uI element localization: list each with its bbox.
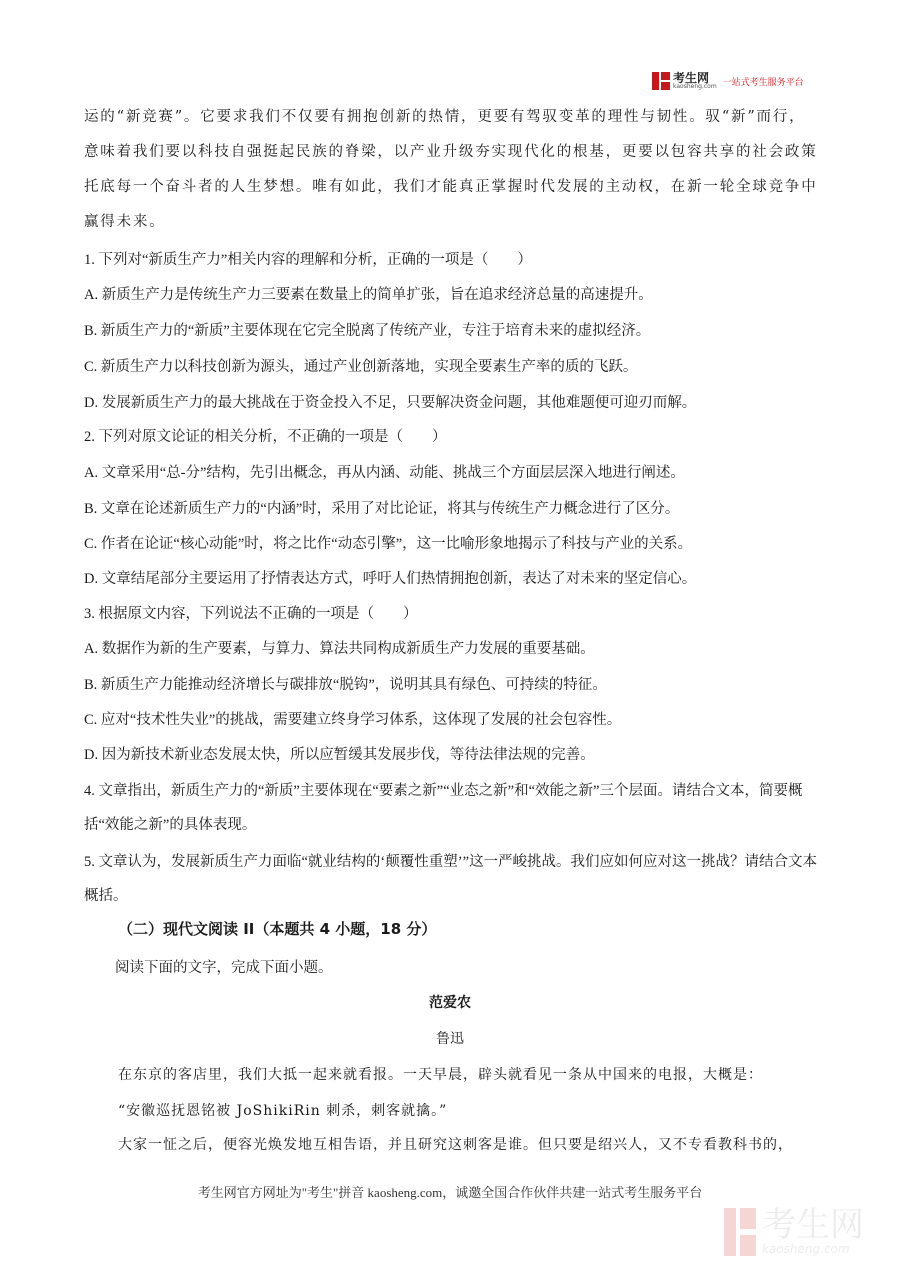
question-3-option-a: A. 数据作为新的生产要素，与算力、算法共同构成新质生产力发展的重要基础。	[84, 641, 595, 657]
story-line-1: 在东京的客店里，我们大抵一起来就看报。一天早晨，辟头就看见一条从中国来的电报，大概是：	[118, 1067, 763, 1083]
intro-paragraph: 运的“新竞赛”。它要求我们不仅要有拥抱创新的热情，更要有驾驭变革的理性与韧性。驭“新”而行，意味着我们要以科技自强挺起民族的脊梁，以产业升级夯实现代化的根基，更要以包容共享的社会政策托底每一个奋斗者的人生梦想。唯有如此，我们才能真正掌握时代发展的主动权，在新一轮全球竞争中赢得未来。	[84, 109, 818, 230]
logo-slogan: 一站式考生服务平台	[722, 77, 804, 88]
question-3-option-c: C. 应对“技术性失业”的挑战，需要建立终身学习体系，这体现了发展的社会包容性。	[84, 712, 622, 728]
question-2-stem: 2. 下列对原文论证的相关分析，不正确的一项是（ ）	[84, 429, 447, 445]
watermark-name: 考生网	[762, 1205, 864, 1245]
question-2-option-b: B. 文章在论述新质生产力的“内涵”时，采用了对比论证，将其与传统生产力概念进行了区分。	[84, 501, 680, 517]
question-1-option-b: B. 新质生产力的“新质”主要体现在它完全脱离了传统产业，专注于培育未来的虚拟经济。	[84, 323, 651, 339]
logo-name: 考生网	[673, 71, 710, 85]
logo-domain: kaosheng.com	[673, 83, 717, 90]
question-2-option-c: C. 作者在论证“核心动能”时，将之比作“动态引擎”，这一比喻形象地揭示了科技与产业的关系。	[84, 536, 693, 552]
question-3-option-b: B. 新质生产力能推动经济增长与碳排放“脱钩”，说明其具有绿色、可持续的特征。	[84, 677, 607, 693]
question-2-option-a: A. 文章采用“总-分”结构，先引出概念，再从内涵、动能、挑战三个方面层层深入地进行阐述。	[84, 465, 685, 481]
kaosheng-logo-icon	[652, 72, 670, 90]
question-1-stem: 1. 下列对“新质生产力”相关内容的理解和分析，正确的一项是（ ）	[84, 252, 532, 268]
watermark	[724, 1205, 864, 1256]
page-footer: 考生网官方网址为"考生"拼音 kaosheng.com，诚邀全国合作伙伴共建一站式考生服务平台	[197, 1185, 703, 1200]
story-title: 范爱农	[429, 995, 471, 1011]
reading-instruction: 阅读下面的文字，完成下面小题。	[115, 960, 333, 976]
question-2-option-d: D. 文章结尾部分主要运用了抒情表达方式，呼吁人们热情拥抱创新，表达了对未来的坚定信心。	[84, 571, 697, 587]
watermark-domain: kaosheng.com	[762, 1242, 850, 1256]
watermark-logo-icon	[724, 1208, 756, 1256]
story-author: 鲁迅	[436, 1031, 464, 1047]
header-logo	[652, 72, 804, 90]
story-line-2: “安徽巡抚恩铭被 JoShikiRin 刺杀，刺客就擒。”	[118, 1103, 448, 1119]
question-5: 5. 文章认为，发展新质生产力面临“就业结构的‘颠覆性重塑’”这一严峻挑战。我们应如何应对这一挑战？请结合文本概括。	[84, 854, 818, 904]
question-4: 4. 文章指出，新质生产力的“新质”主要体现在“要素之新”“业态之新”和“效能之新”三个层面。请结合文本，简要概括“效能之新”的具体表现。	[84, 783, 803, 833]
question-3-option-d: D. 因为新技术新业态发展太快，所以应暂缓其发展步伐，等待法律法规的完善。	[84, 747, 595, 763]
question-1-option-d: D. 发展新质生产力的最大挑战在于资金投入不足，只要解决资金问题，其他难题便可迎刃而解。	[84, 395, 697, 411]
question-1-option-a: A. 新质生产力是传统生产力三要素在数量上的简单扩张，旨在追求经济总量的高速提升。	[84, 287, 653, 303]
story-line-3: 大家一怔之后，便容光焕发地互相告语，并且研究这刺客是谁。但只要是绍兴人，又不专看教科书的，	[118, 1137, 793, 1153]
question-1-option-c: C. 新质生产力以科技创新为源头，通过产业创新落地，实现全要素生产率的质的飞跃。	[84, 359, 638, 375]
question-3-stem: 3. 根据原文内容，下列说法不正确的一项是（ ）	[84, 606, 418, 622]
section-title: （二）现代文阅读 II（本题共 4 小题，18 分）	[118, 920, 437, 938]
